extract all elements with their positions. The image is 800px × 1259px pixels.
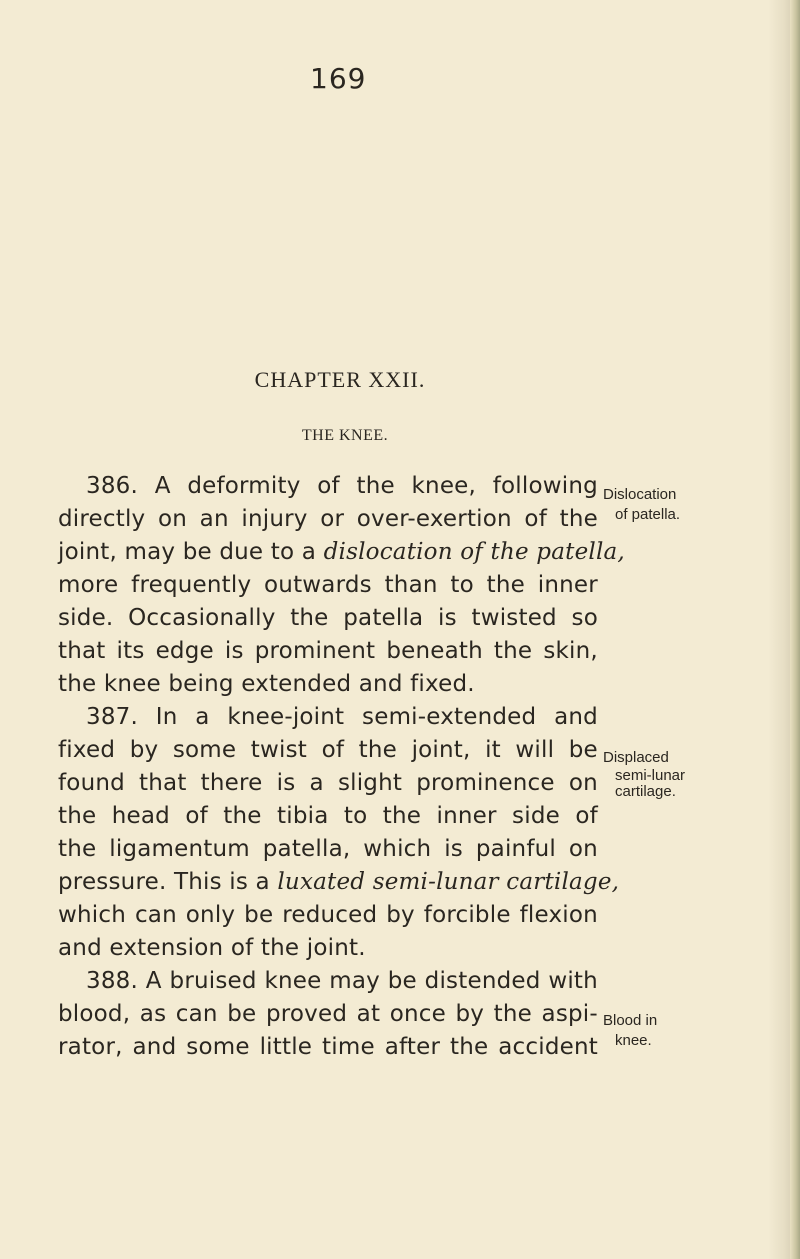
- word: be: [387, 968, 417, 994]
- text-line: [58, 833, 598, 866]
- word: frequently: [131, 572, 252, 598]
- word: inner: [537, 572, 598, 598]
- page-number: 169: [310, 62, 367, 95]
- word: which: [58, 902, 127, 928]
- word: a: [195, 704, 210, 730]
- word: 387.: [86, 704, 139, 730]
- word: the: [486, 572, 526, 598]
- text-span: pressure. This is a: [58, 869, 278, 895]
- word: the: [58, 836, 97, 862]
- word: patella: [343, 605, 424, 631]
- word: proved: [265, 1001, 348, 1027]
- word: on: [568, 770, 598, 796]
- word: time: [322, 1034, 375, 1060]
- word: edge: [155, 638, 214, 664]
- word: In: [155, 704, 178, 730]
- word: reduced: [282, 902, 378, 928]
- word: than: [384, 572, 438, 598]
- word: found: [58, 770, 125, 796]
- text-line: [58, 932, 598, 965]
- word: directly: [58, 506, 146, 532]
- word: of: [185, 803, 208, 829]
- word: outwards: [264, 572, 372, 598]
- word: Occasionally: [128, 605, 276, 631]
- text-span: joint, may be due to a: [58, 539, 324, 565]
- word: be: [227, 1001, 257, 1027]
- word: after: [384, 1034, 441, 1060]
- text-line-content: [58, 866, 620, 899]
- italic-phrase: luxated semi-lunar cartilage,: [277, 869, 620, 895]
- word: once: [389, 1001, 446, 1027]
- word: knee,: [411, 473, 477, 499]
- word: A: [145, 968, 162, 994]
- word: is: [444, 836, 463, 862]
- text-line: [58, 503, 598, 536]
- text-line: [58, 701, 598, 734]
- word: of: [524, 506, 547, 532]
- text-line-content: [58, 503, 598, 536]
- margin-note-line: of patella.: [615, 506, 681, 523]
- word: joint,: [411, 737, 471, 763]
- margin-note-line: Blood in: [603, 1012, 658, 1029]
- word: is: [276, 770, 296, 796]
- word: 388.: [86, 968, 139, 994]
- word: tibia: [277, 803, 329, 829]
- word: the: [356, 473, 395, 499]
- text-line: [58, 800, 598, 833]
- word: only: [185, 902, 236, 928]
- word: twist: [250, 737, 308, 763]
- word: will: [515, 737, 555, 763]
- word: flexion: [519, 902, 598, 928]
- word: knee-joint: [227, 704, 345, 730]
- word: on: [568, 836, 598, 862]
- word: the: [493, 1001, 532, 1027]
- word: which: [363, 836, 432, 862]
- word: that: [58, 638, 106, 664]
- word: prominence: [416, 770, 555, 796]
- word: and: [554, 704, 598, 730]
- word: inner: [436, 803, 497, 829]
- word: more: [58, 572, 119, 598]
- text-line: [58, 734, 598, 767]
- text-line-content: [86, 470, 598, 503]
- word: twisted: [471, 605, 557, 631]
- word: the: [559, 506, 598, 532]
- word: a: [309, 770, 324, 796]
- word: be: [244, 902, 274, 928]
- italic-phrase: dislocation of the patella,: [323, 539, 625, 565]
- section-title: THE KNEE.: [301, 427, 389, 444]
- word: forcible: [423, 902, 511, 928]
- word: side.: [58, 605, 114, 631]
- word: fixed: [58, 737, 116, 763]
- word: is: [224, 638, 244, 664]
- text-line-content: [58, 767, 598, 800]
- word: or: [320, 506, 345, 532]
- word: on: [157, 506, 188, 532]
- word: to: [450, 572, 474, 598]
- text-line: [58, 965, 598, 998]
- word: can: [134, 902, 177, 928]
- text-line-content: [58, 536, 625, 569]
- word: head: [111, 803, 170, 829]
- word: rator,: [58, 1034, 123, 1060]
- word: as: [139, 1001, 167, 1027]
- word: A: [154, 473, 171, 499]
- text-line: [58, 602, 598, 635]
- word: at: [356, 1001, 381, 1027]
- text-line: [58, 569, 598, 602]
- margin-note-line: semi-lunar: [615, 767, 686, 784]
- margin-note-dislocation: [603, 487, 680, 523]
- word: 386.: [86, 473, 139, 499]
- word: following: [492, 473, 598, 499]
- word: of: [317, 473, 340, 499]
- word: it: [485, 737, 501, 763]
- text-line-content: [58, 602, 598, 635]
- text-line-content: [58, 800, 598, 833]
- word: by: [455, 1001, 485, 1027]
- word: slight: [337, 770, 403, 796]
- word: prominent: [254, 638, 376, 664]
- text-line-content: [58, 569, 598, 602]
- word: be: [568, 737, 598, 763]
- word: with: [548, 968, 598, 994]
- margin-note-line: Dislocation: [603, 486, 677, 503]
- word: some: [172, 737, 237, 763]
- word: little: [259, 1034, 313, 1060]
- word: the: [58, 803, 97, 829]
- word: bruised: [169, 968, 257, 994]
- word: painful: [475, 836, 557, 862]
- word: injury: [241, 506, 308, 532]
- text-line: [58, 668, 598, 701]
- text-line: [58, 899, 598, 932]
- word: skin,: [543, 638, 598, 664]
- word: the: [450, 1034, 489, 1060]
- word: the: [382, 803, 422, 829]
- word: its: [116, 638, 145, 664]
- word: by: [129, 737, 159, 763]
- word: so: [571, 605, 598, 631]
- text-line-content: the knee being extended and fixed.: [58, 671, 475, 697]
- text-line: [58, 635, 598, 668]
- word: by: [386, 902, 415, 928]
- word: blood,: [58, 1001, 131, 1027]
- text-line-content: [58, 998, 598, 1031]
- word: the: [493, 638, 533, 664]
- text-line-content: [58, 899, 598, 932]
- word: beneath: [386, 638, 483, 664]
- word: of: [575, 803, 598, 829]
- word: some: [186, 1034, 250, 1060]
- word: over-exertion: [356, 506, 512, 532]
- word: side: [512, 803, 560, 829]
- text-line-content: [86, 965, 598, 998]
- word: the: [290, 605, 329, 631]
- word: the: [223, 803, 262, 829]
- word: is: [438, 605, 457, 631]
- page-edge: [790, 0, 800, 1259]
- margin-note-cartilage: [603, 750, 685, 800]
- word: to: [343, 803, 368, 829]
- text-line: [58, 536, 625, 569]
- text-line: [58, 1031, 598, 1064]
- margin-note-line: cartilage.: [615, 783, 676, 800]
- word: knee: [264, 968, 322, 994]
- word: of: [321, 737, 345, 763]
- word: there: [200, 770, 263, 796]
- margin-note-line: Displaced: [603, 749, 669, 766]
- margin-note-blood: [603, 1013, 657, 1049]
- word: ligamentum: [109, 836, 250, 862]
- chapter-title: CHAPTER XXII.: [254, 367, 426, 392]
- word: that: [139, 770, 187, 796]
- word: the: [358, 737, 398, 763]
- word: patella,: [262, 836, 351, 862]
- text-line-content: [58, 734, 598, 767]
- word: and: [132, 1034, 177, 1060]
- word: distended: [424, 968, 541, 994]
- text-line-content: [86, 701, 598, 734]
- text-line-content: [58, 833, 598, 866]
- margin-note-line: knee.: [615, 1032, 652, 1049]
- text-line-content: [58, 635, 598, 668]
- text-line: [58, 470, 598, 503]
- word: may: [329, 968, 380, 994]
- text-line: [58, 767, 598, 800]
- word: can: [175, 1001, 218, 1027]
- word: an: [199, 506, 229, 532]
- word: accident: [498, 1034, 598, 1060]
- text-line-content: [58, 1031, 598, 1064]
- text-line-content: and extension of the joint.: [58, 935, 366, 961]
- text-line: [58, 866, 620, 899]
- word: aspi-: [541, 1001, 598, 1027]
- word: semi-extended: [362, 704, 537, 730]
- word: deformity: [187, 473, 301, 499]
- text-line: [58, 998, 598, 1031]
